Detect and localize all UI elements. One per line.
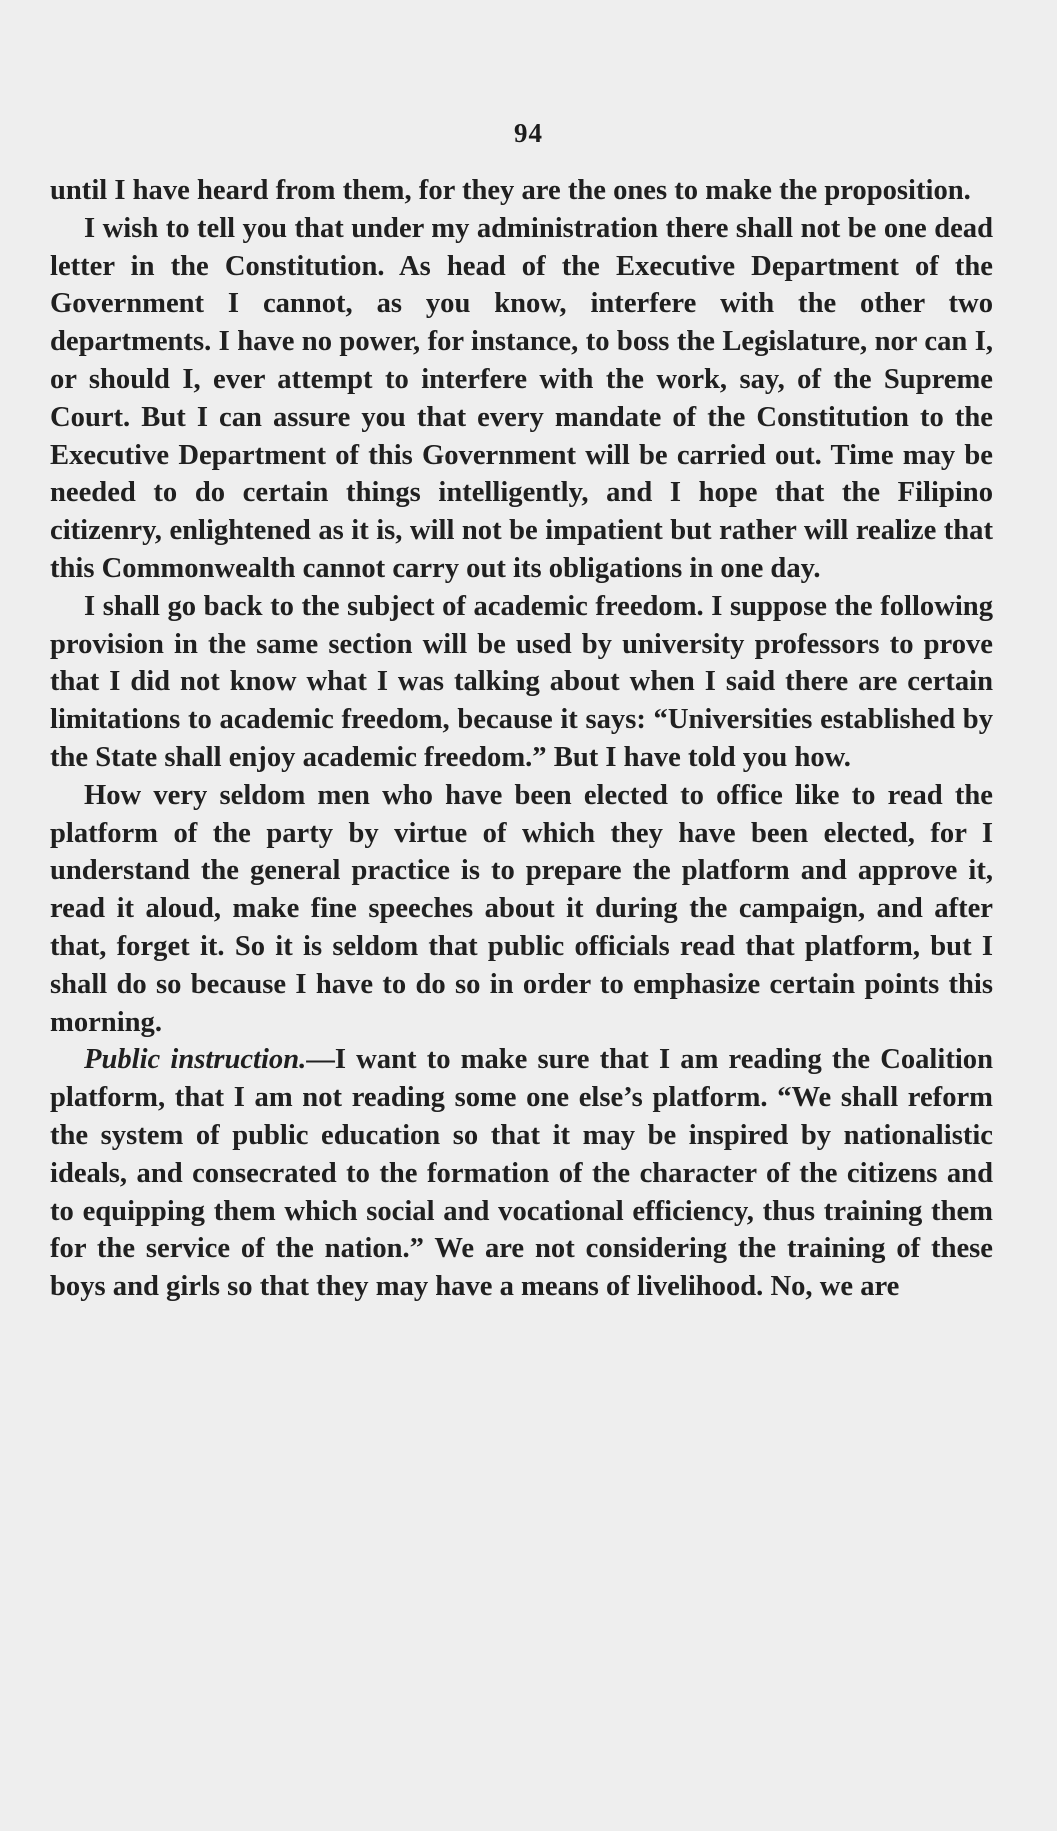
page-number: 94: [514, 118, 543, 148]
section-lead-public-instruction: Public instruction.: [84, 1044, 307, 1076]
paragraph-public-instruction-text: —I want to make sure that I am reading the Coalition platform, that I am not reading some one else’s platform. “We shall reform the system of public education so that it may be inspired by nationalistic ideals, and consecrated to the formation of the character of the citizens and to equipping them which social and vocational efficiency, thus training them for the service of the nation.” We are not considering the training of these boys and girls so that they may have a means of livelihood. No, we are: [50, 1044, 993, 1303]
body-text: [50, 172, 993, 1306]
paragraph-public-instruction: [50, 1041, 993, 1306]
paragraph-academic-freedom: I shall go back to the subject of academic freedom. I suppose the following provision in the same section will be used by university professors to prove that I did not know what I was talking about when I said there are certain limitations to academic freedom, because it says: “Universities established by the State shall enjoy academic freedom.” But I have told you how.: [50, 590, 993, 773]
paragraph-dead-letter: I wish to tell you that under my administration there shall not be one dead letter in the Constitution. As head of the Executive Department of the Government I cannot, as you know, interfere with the other two departments. I have no power, for instance, to boss the Legislature, nor can I, or should I, ever attempt to interfere with the work, say, of the Supreme Court. But I can assure you that every mandate of the Constitution to the Executive Department of this Government will be carried out. Time may be needed to do certain things intelligently, and I hope that the Filipino citizenry, enlightened as it is, will not be impatient but rather will realize that this Commonwealth cannot carry out its obligations in one day.: [50, 212, 993, 584]
paragraph-platform: How very seldom men who have been elected to office like to read the platform of the party by virtue of which they have been elected, for I understand the general practice is to prepare the platform and approve it, read it aloud, make fine speeches about it during the campaign, and after that, forget it. So it is seldom that public officials read that platform, but I shall do so because I have to do so in order to emphasize certain points this morning.: [50, 779, 993, 1038]
paragraph-continuation: until I have heard from them, for they are the ones to make the proposition.: [50, 175, 971, 206]
